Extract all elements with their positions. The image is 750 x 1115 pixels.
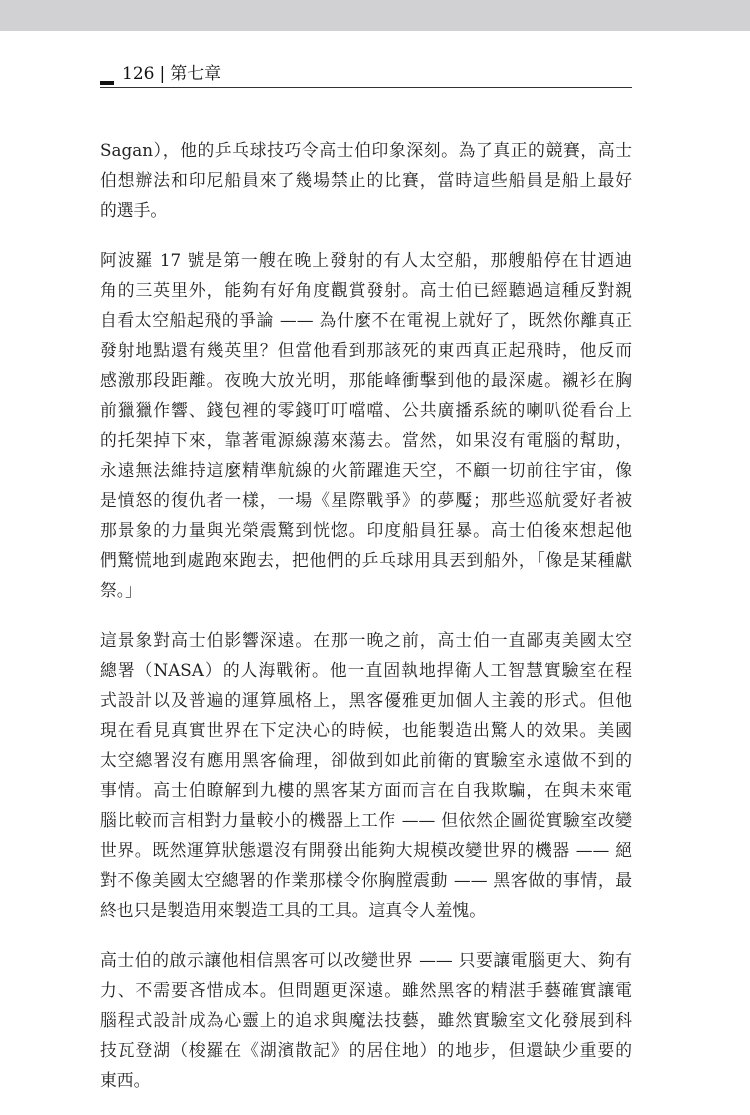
paragraph [100, 625, 632, 925]
text-line: 前獵獵作響、錢包裡的零錢叮叮噹噹、公共廣播系統的喇叭從看台上 [100, 400, 632, 420]
page-number: 126 [122, 64, 155, 84]
text-line: 伯想辦法和印尼船員來了幾場禁止的比賽，當時這些船員是船上最好 [100, 170, 632, 190]
paragraph [100, 945, 632, 1095]
text-line: 是憤怒的復仇者一樣，一場《星際戰爭》的夢魘；那些巡航愛好者被 [100, 490, 632, 510]
text-line: 世界。既然運算狀態還沒有開發出能夠大規模改變世界的機器 —— 絕 [100, 840, 632, 860]
text-line: 角的三英里外，能夠有好角度觀賞發射。高士伯已經聽過這種反對親 [100, 280, 632, 300]
text-line: 腦比較而言相對力量較小的機器上工作 —— 但依然企圖從實驗室改變 [100, 810, 632, 830]
header-rule [100, 87, 632, 88]
text-line: 發射地點還有幾英里？但當他看到那該死的東西真正起飛時，他反而 [100, 340, 632, 360]
text-line: 的選手。 [100, 200, 168, 220]
body-text [100, 135, 632, 1115]
text-line: 那景象的力量與光榮震驚到恍惚。印度船員狂暴。高士伯後來想起他 [100, 520, 632, 540]
text-line: 們驚慌地到處跑來跑去，把他們的乒乓球用具丟到船外，「像是某種獻 [100, 550, 632, 570]
text-line: 腦程式設計成為心靈上的追求與魔法技藝，雖然實驗室文化發展到科 [100, 1010, 632, 1030]
text-line: 自看太空船起飛的爭論 —— 為什麼不在電視上就好了，既然你離真正 [100, 310, 632, 330]
page-header [100, 60, 632, 90]
text-line: 這景象對高士伯影響深遠。在那一晚之前，高士伯一直鄙夷美國太空 [100, 630, 632, 650]
text-line: 祭。」 [100, 580, 142, 600]
text-line: 太空總署沒有應用黑客倫理，卻做到如此前衛的實驗室永遠做不到的 [100, 750, 632, 770]
text-line: 現在看見真實世界在下定決心的時候，也能製造出驚人的效果。美國 [100, 720, 632, 740]
chapter-title: 第七章 [170, 64, 222, 84]
text-line: 力、不需要吝惜成本。但問題更深遠。雖然黑客的精湛手藝確實讓電 [100, 980, 632, 1000]
text-line: 對不像美國太空總署的作業那樣令你胸膛震動 —— 黑客做的事情，最 [100, 870, 632, 890]
text-line: 技瓦登湖（梭羅在《湖濱散記》的居住地）的地步，但還缺少重要的 [100, 1040, 632, 1060]
header-mark [100, 81, 114, 85]
paragraph [100, 135, 632, 225]
text-line: 的托架掉下來，靠著電源線蕩來蕩去。當然，如果沒有電腦的幫助， [100, 430, 632, 450]
text-line: 事情。高士伯瞭解到九樓的黑客某方面而言在自我欺騙，在與未來電 [100, 780, 632, 800]
top-gray-band [0, 0, 750, 31]
paragraph [100, 245, 632, 605]
text-line: 東西。 [100, 1070, 151, 1090]
text-line: 總署（NASA）的人海戰術。他一直固執地捍衛人工智慧實驗室在程 [100, 660, 632, 680]
text-line: 式設計以及普遍的運算風格上，黑客優雅更加個人主義的形式。但他 [100, 690, 632, 710]
running-head [122, 64, 221, 84]
text-line: 阿波羅 17 號是第一艘在晚上發射的有人太空船，那艘船停在甘迺迪 [100, 250, 632, 270]
text-line: Sagan），他的乒乓球技巧令高士伯印象深刻。為了真正的競賽，高士 [100, 140, 632, 160]
text-line: 終也只是製造用來製造工具的工具。這真令人羞愧。 [100, 900, 486, 920]
text-line: 感激那段距離。夜晚大放光明，那能峰衝擊到他的最深處。襯衫在胸 [100, 370, 632, 390]
text-line: 高士伯的啟示讓他相信黑客可以改變世界 —— 只要讓電腦更大、夠有 [100, 950, 632, 970]
header-separator: | [159, 64, 166, 84]
text-line: 永遠無法維持這麼精準航線的火箭躍進天空，不顧一切前往宇宙，像 [100, 460, 632, 480]
